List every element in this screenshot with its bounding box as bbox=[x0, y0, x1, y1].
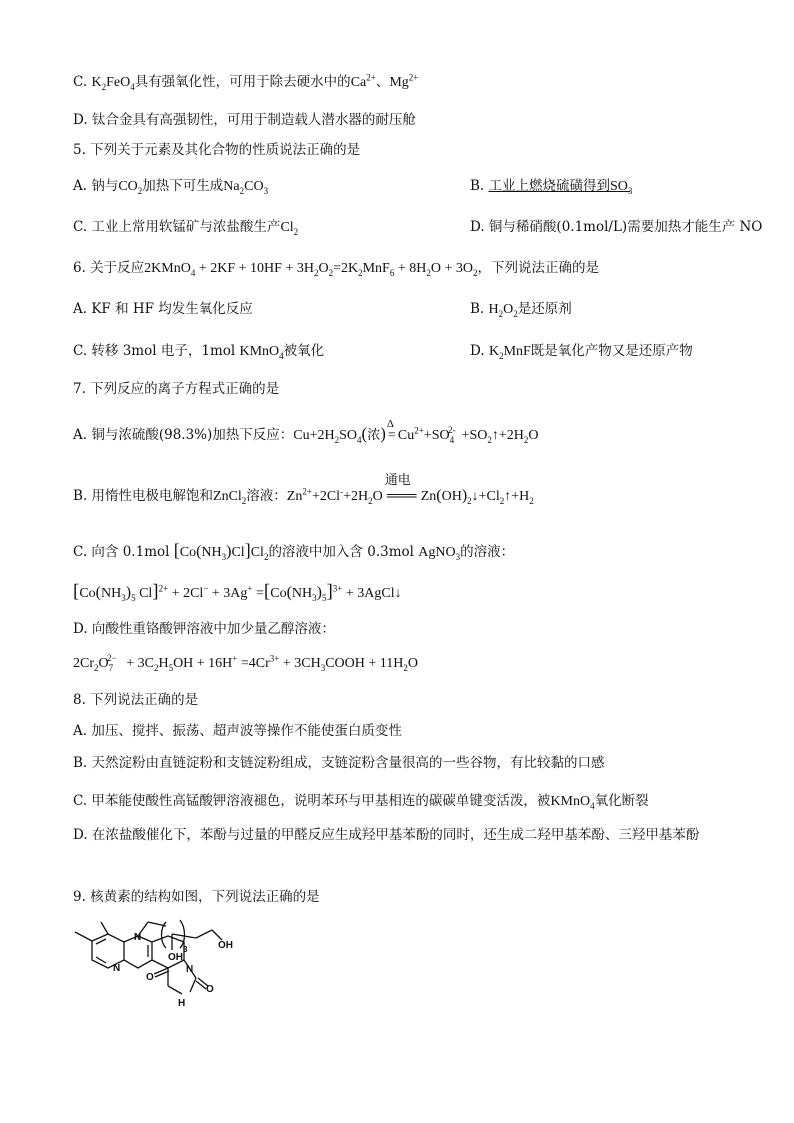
q4-option-d[interactable]: D. 钛合金具有高强韧性，可用于制造载人潜水器的耐压舱 bbox=[73, 112, 416, 128]
q5-option-b[interactable]: B. 工业上燃烧硫磺得到$SO_3$ bbox=[470, 178, 633, 196]
atom-o-1: O bbox=[146, 972, 154, 983]
q5-options-ab bbox=[73, 176, 754, 197]
q6-option-b[interactable]: B. $H_2O_2$是还原剂 bbox=[470, 301, 572, 319]
atom-nh: H bbox=[178, 998, 186, 1009]
q7-option-c[interactable]: C. 向含 0.1mol $[Co(NH_3)Cl]Cl_2$的溶液中加入含 0.3mol AgNO$_3$的溶液： bbox=[73, 540, 515, 562]
atom-n-1: N bbox=[134, 932, 142, 943]
q8-option-b[interactable]: B. 天然淀粉由直链淀粉和支链淀粉组成，支链淀粉含量很高的一些谷物，有比较黏的口感 bbox=[73, 755, 605, 771]
q8-option-d[interactable]: D. 在浓盐酸催化下，苯酚与过量的甲醛反应生成羟甲基苯酚的同时，还生成二羟甲基苯酚、三羟甲基苯酚 bbox=[73, 827, 700, 843]
subscript-3: 3 bbox=[183, 945, 188, 954]
q6-stem: 6. 关于反应2KMnO$_4$ + $2KF + 10HF + 3H_2O_2=2K_2MnF_6 + 8H_2O + 3O_2$，下列说法正确的是 bbox=[73, 260, 599, 278]
atom-oh-2: OH bbox=[218, 940, 233, 951]
q6-option-a[interactable]: A. KF 和 HF 均发生氧化反应 bbox=[73, 301, 253, 317]
atom-o-2: O bbox=[206, 984, 214, 995]
q7-stem: 7. 下列反应的离子方程式正确的是 bbox=[73, 381, 280, 397]
q6-equation: 2KMnO$_4$ + $2KF + 10HF + 3H_2O_2=2K_2MnF_6 + 8H_2O + 3O_2$ bbox=[144, 261, 478, 278]
riboflavin-structure bbox=[68, 914, 248, 1020]
q8-stem: 8. 下列说法正确的是 bbox=[73, 692, 199, 708]
q7-option-d-equation: $2Cr_2O_7^{2-} + 3C_2H_5OH + 16H^+ =4Cr^{3+}$ + $3CH_3COOH + 11H_2O$ bbox=[73, 653, 418, 673]
q7-option-c-equation: [$Co(NH_3)_5$ $Cl]^{2+} + 2Cl^- + 3Ag^+ =[Co(NH_3)_5]^{3+}$ + 3AgCl↓ bbox=[73, 581, 402, 603]
q7-option-b[interactable]: B. 用惰性电极电解饱和ZnCl$_2$溶液：$Zn^{2+}+2Cl^-+2H_2O$ 通电 ═══ $Zn(OH)_2↓+Cl_2↑+H_2$ bbox=[73, 473, 534, 506]
atom-n-2: N bbox=[113, 963, 121, 974]
atom-oh-1: OH bbox=[168, 952, 183, 963]
chem-k2feo4: $K_2FeO_4$ bbox=[91, 75, 135, 92]
q8-option-c[interactable]: C. 甲苯能使酸性高锰酸钾溶液褪色，说明苯环与甲基相连的碳碳单键变活泼，被KMnO$_4$氧化断裂 bbox=[73, 793, 649, 811]
q7-option-d[interactable]: D. 向酸性重铬酸钾溶液中加少量乙醇溶液： bbox=[73, 621, 335, 637]
q8-option-a[interactable]: A. 加压、搅拌、振荡、超声波等操作不能使蛋白质变性 bbox=[73, 723, 402, 739]
q6-options-ab bbox=[73, 299, 754, 319]
q7-option-a[interactable]: A. 铜与浓硫酸(98.3%)加热下反应：$Cu+2H_2SO_4$(浓) Δ = $Cu^{2+}+SO_4^{2-}$ $+SO_2↑+2H_2O$ bbox=[73, 418, 539, 445]
q9-stem: 9. 核黄素的结构如图，下列说法正确的是 bbox=[73, 889, 320, 905]
q5-option-a[interactable]: A. 钠与$CO_2$加热下可生成$Na_2CO_3$ bbox=[73, 178, 269, 196]
q6-option-c[interactable]: C. 转移 3mol 电子，1mol KMnO$_4$被氧化 bbox=[73, 343, 325, 361]
q6-options-cd bbox=[73, 341, 754, 362]
q4-option-c[interactable]: C. $K_2FeO_4$具有强氧化性，可用于除去硬水中的$Ca^{2+}$、$Mg^{2+}$ bbox=[73, 72, 419, 92]
q5-option-c[interactable]: C. 工业上常用软锰矿与浓盐酸生产$Cl_2$ bbox=[73, 219, 299, 237]
q6-option-d[interactable]: D. $K_2MnF$既是氧化产物又是还原产物 bbox=[470, 343, 693, 361]
q5-option-d[interactable]: D. 铜与稀硝酸(0.1mol/L)需要加热才能生产 NO bbox=[470, 219, 763, 235]
atom-n-3: N bbox=[186, 964, 194, 975]
q5-options-cd bbox=[73, 217, 763, 238]
q5-stem: 5. 下列关于元素及其化合物的性质说法正确的是 bbox=[73, 142, 361, 158]
